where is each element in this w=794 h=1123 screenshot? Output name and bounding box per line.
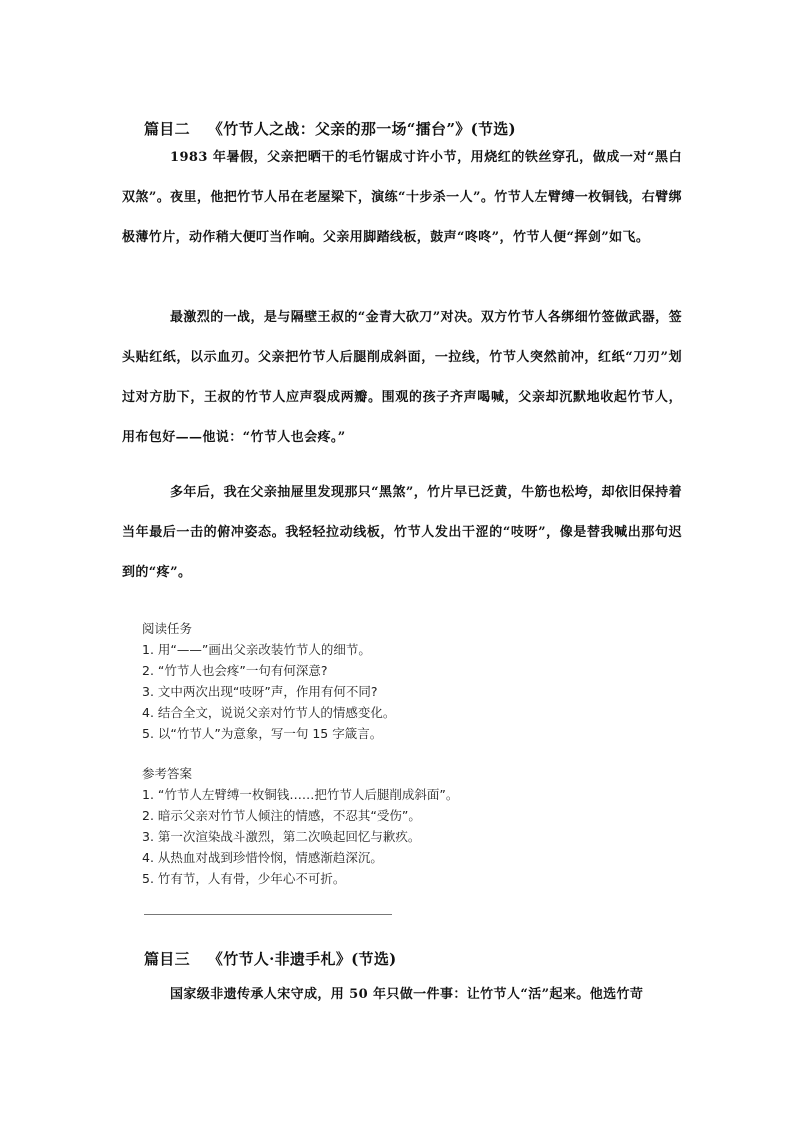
answer-item: 2. 暗示父亲对竹节人倾注的情感，不忍其“受伤”。 (142, 808, 421, 823)
answer-item: 3. 第一次渲染战斗激烈，第二次唤起回忆与歉疚。 (142, 829, 421, 844)
reference-answers (142, 763, 458, 889)
answer-item: 5. 竹有节，人有骨，少年心不可折。 (142, 871, 346, 886)
answer-item: 1. “竹节人左臂缚一枚铜钱……把竹节人后腿削成斜面”。 (142, 787, 459, 802)
section-divider (144, 914, 392, 915)
reading-tasks-heading: 阅读任务 (142, 621, 193, 636)
task-item: 2. “竹节人也会疼”一句有何深意? (142, 663, 328, 678)
reading-tasks (142, 618, 395, 744)
section2-title (144, 118, 516, 139)
answer-item: 4. 从热血对战到珍惜怜悯，情感渐趋深沉。 (142, 850, 383, 865)
task-item: 4. 结合全文，说说父亲对竹节人的情感变化。 (142, 705, 396, 720)
task-item: 5. 以“竹节人”为意象，写一句 15 字箴言。 (142, 726, 383, 741)
section3-title-text: 《竹节人·非遗手札》(节选) (207, 950, 397, 968)
section2-paragraph-3: 多年后，我在父亲抽屉里发现那只“黑煞”，竹片早已泛黄，牛筋也松垮，却依旧保持着当年最后一击的俯冲姿态。我轻轻拉动线板，竹节人发出干涩的“吱呀”，像是替我喊出那句迟到的“疼”。 (122, 485, 682, 580)
answers-heading: 参考答案 (142, 766, 193, 781)
task-item: 3. 文中两次出现“吱呀”声，作用有何不同? (142, 684, 378, 699)
section2-label: 篇目二 (144, 120, 190, 138)
section2-paragraph-2: 最激烈的一战，是与隔壁王叔的“金青大砍刀”对决。双方竹节人各绑细竹签做武器，签头贴红纸，以示血刃。父亲把竹节人后腿削成斜面，一拉线，竹节人突然前冲，红纸“刀刃”划过对方肋下，王叔的竹节人应声裂成两瓣。围观的孩子齐声喝喊，父亲却沉默地收起竹节人，用布包好——他说：“竹节人也会疼。” (122, 310, 682, 445)
section2-title-text: 《竹节人之战：父亲的那一场“擂台”》(节选) (207, 120, 516, 138)
section3-label: 篇目三 (144, 950, 190, 968)
task-item: 1. 用“——”画出父亲改装竹节人的细节。 (142, 642, 371, 657)
section3-title (144, 948, 397, 969)
section3-paragraph-1: 国家级非遗传承人宋守成，用 50 年只做一件事：让竹节人“活”起来。他选竹苛 (170, 987, 644, 1002)
section2-paragraph-1: 1983 年暑假，父亲把晒干的毛竹锯成寸许小节，用烧红的铁丝穿孔，做成一对“黑白双煞”。夜里，他把竹节人吊在老屋梁下，演练“十步杀一人”。竹节人左臂缚一枚铜钱，右臂绑极薄竹片，动作稍大便叮当作响。父亲用脚踏线板，鼓声“咚咚”，竹节人便“挥剑”如飞。 (122, 150, 682, 245)
